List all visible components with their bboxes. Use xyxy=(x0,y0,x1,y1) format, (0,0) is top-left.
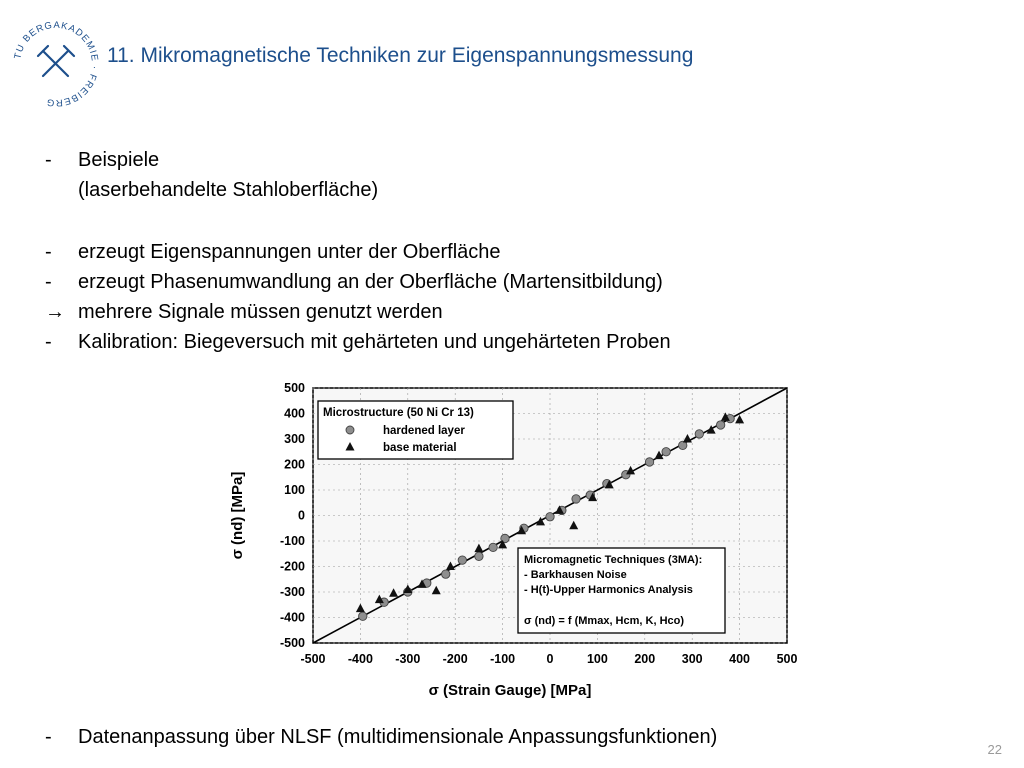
y-tick-label: 100 xyxy=(284,483,305,497)
page-number: 22 xyxy=(987,742,1002,757)
y-tick-label: -400 xyxy=(279,610,305,625)
bullet-item xyxy=(45,145,671,175)
data-point-hardened-layer xyxy=(442,570,450,578)
bullet-text: Kalibration: Biegeversuch mit gehärteten und ungehärteten Proben xyxy=(78,331,671,353)
y-tick-label: -100 xyxy=(279,534,305,548)
y-tick-label: -200 xyxy=(279,559,305,574)
data-point-hardened-layer xyxy=(662,448,670,456)
bullet-marker: - xyxy=(45,149,52,171)
data-point-hardened-layer xyxy=(716,421,724,429)
bullet-item xyxy=(45,722,717,752)
annotation-line: - H(t)-Upper Harmonics Analysis xyxy=(524,584,693,596)
x-tick-label: -300 xyxy=(395,652,421,666)
legend-circle-marker xyxy=(346,426,354,434)
legend-title: Microstructure (50 Ni Cr 13) xyxy=(323,407,474,419)
annotation-line: - Barkhausen Noise xyxy=(524,569,627,581)
legend-label: hardened layer xyxy=(383,425,465,437)
data-point-hardened-layer xyxy=(695,430,703,438)
data-point-hardened-layer xyxy=(458,556,466,564)
y-tick-label: 400 xyxy=(284,406,305,421)
y-tick-label: -500 xyxy=(279,636,305,650)
university-logo xyxy=(10,18,102,110)
data-point-hardened-layer xyxy=(475,552,483,560)
bullet-list xyxy=(45,145,671,357)
x-tick-label: -500 xyxy=(300,652,326,666)
bullet-text: Datenanpassung über NLSF (multidimensionale Anpassungsfunktionen) xyxy=(78,726,718,748)
bullet-item xyxy=(45,267,671,297)
y-axis-label: σ (nd) [MPa] xyxy=(229,471,246,560)
x-tick-label: 400 xyxy=(729,652,751,666)
bullet-marker: - xyxy=(45,271,52,293)
data-point-hardened-layer xyxy=(645,458,653,466)
legend-label: base material xyxy=(383,442,457,454)
bullet-marker: - xyxy=(45,241,52,263)
slide-title: 11. Mikromagnetische Techniken zur Eigenspannungsmessung xyxy=(107,44,694,67)
bullet-continuation: (laserbehandelte Stahloberfläche) xyxy=(78,179,379,201)
hammer-pick-icon xyxy=(38,46,74,76)
x-tick-label: -100 xyxy=(490,652,516,666)
bullet-item xyxy=(45,297,671,327)
logo-text: TU BERGAKADEMIE · FREIBERG xyxy=(12,19,101,109)
bullet-text: Beispiele xyxy=(78,149,160,171)
x-tick-label: 0 xyxy=(546,652,554,666)
y-tick-label: 0 xyxy=(298,508,305,523)
bullet-item xyxy=(45,327,671,357)
legend xyxy=(318,401,513,459)
x-tick-label: 200 xyxy=(634,652,656,666)
x-tick-label: 100 xyxy=(586,652,608,666)
x-axis-label: σ (Strain Gauge) [MPa] xyxy=(428,682,592,699)
data-point-hardened-layer xyxy=(359,612,367,620)
x-tick-label: 300 xyxy=(681,652,703,666)
data-point-hardened-layer xyxy=(546,513,554,521)
bullet-text: erzeugt Eigenspannungen unter der Oberfläche xyxy=(78,241,501,263)
data-point-hardened-layer xyxy=(572,495,580,503)
bullet-item xyxy=(45,237,671,267)
bullet-text: mehrere Signale müssen genutzt werden xyxy=(78,301,443,323)
bullet-text: erzeugt Phasenumwandlung an der Oberfläche (Martensitbildung) xyxy=(78,271,663,293)
bullet-marker: - xyxy=(45,331,52,353)
annotation-box xyxy=(518,548,725,633)
annotation-formula: σ (nd) = f (Mmax, Hcm, K, Hco) xyxy=(524,615,685,627)
y-tick-label: 500 xyxy=(284,381,305,395)
annotation-title: Micromagnetic Techniques (3MA): xyxy=(524,554,703,566)
bullet-marker: - xyxy=(45,726,52,748)
y-tick-label: 300 xyxy=(284,432,305,446)
data-point-hardened-layer xyxy=(489,543,497,551)
x-tick-label: 500 xyxy=(776,652,798,666)
y-tick-label: -300 xyxy=(279,585,305,599)
y-tick-label: 200 xyxy=(284,457,305,472)
calibration-scatter-chart xyxy=(222,373,807,703)
x-tick-label: -200 xyxy=(442,652,468,666)
x-tick-label: -400 xyxy=(347,652,373,666)
arrow-right-icon: → xyxy=(45,301,65,323)
